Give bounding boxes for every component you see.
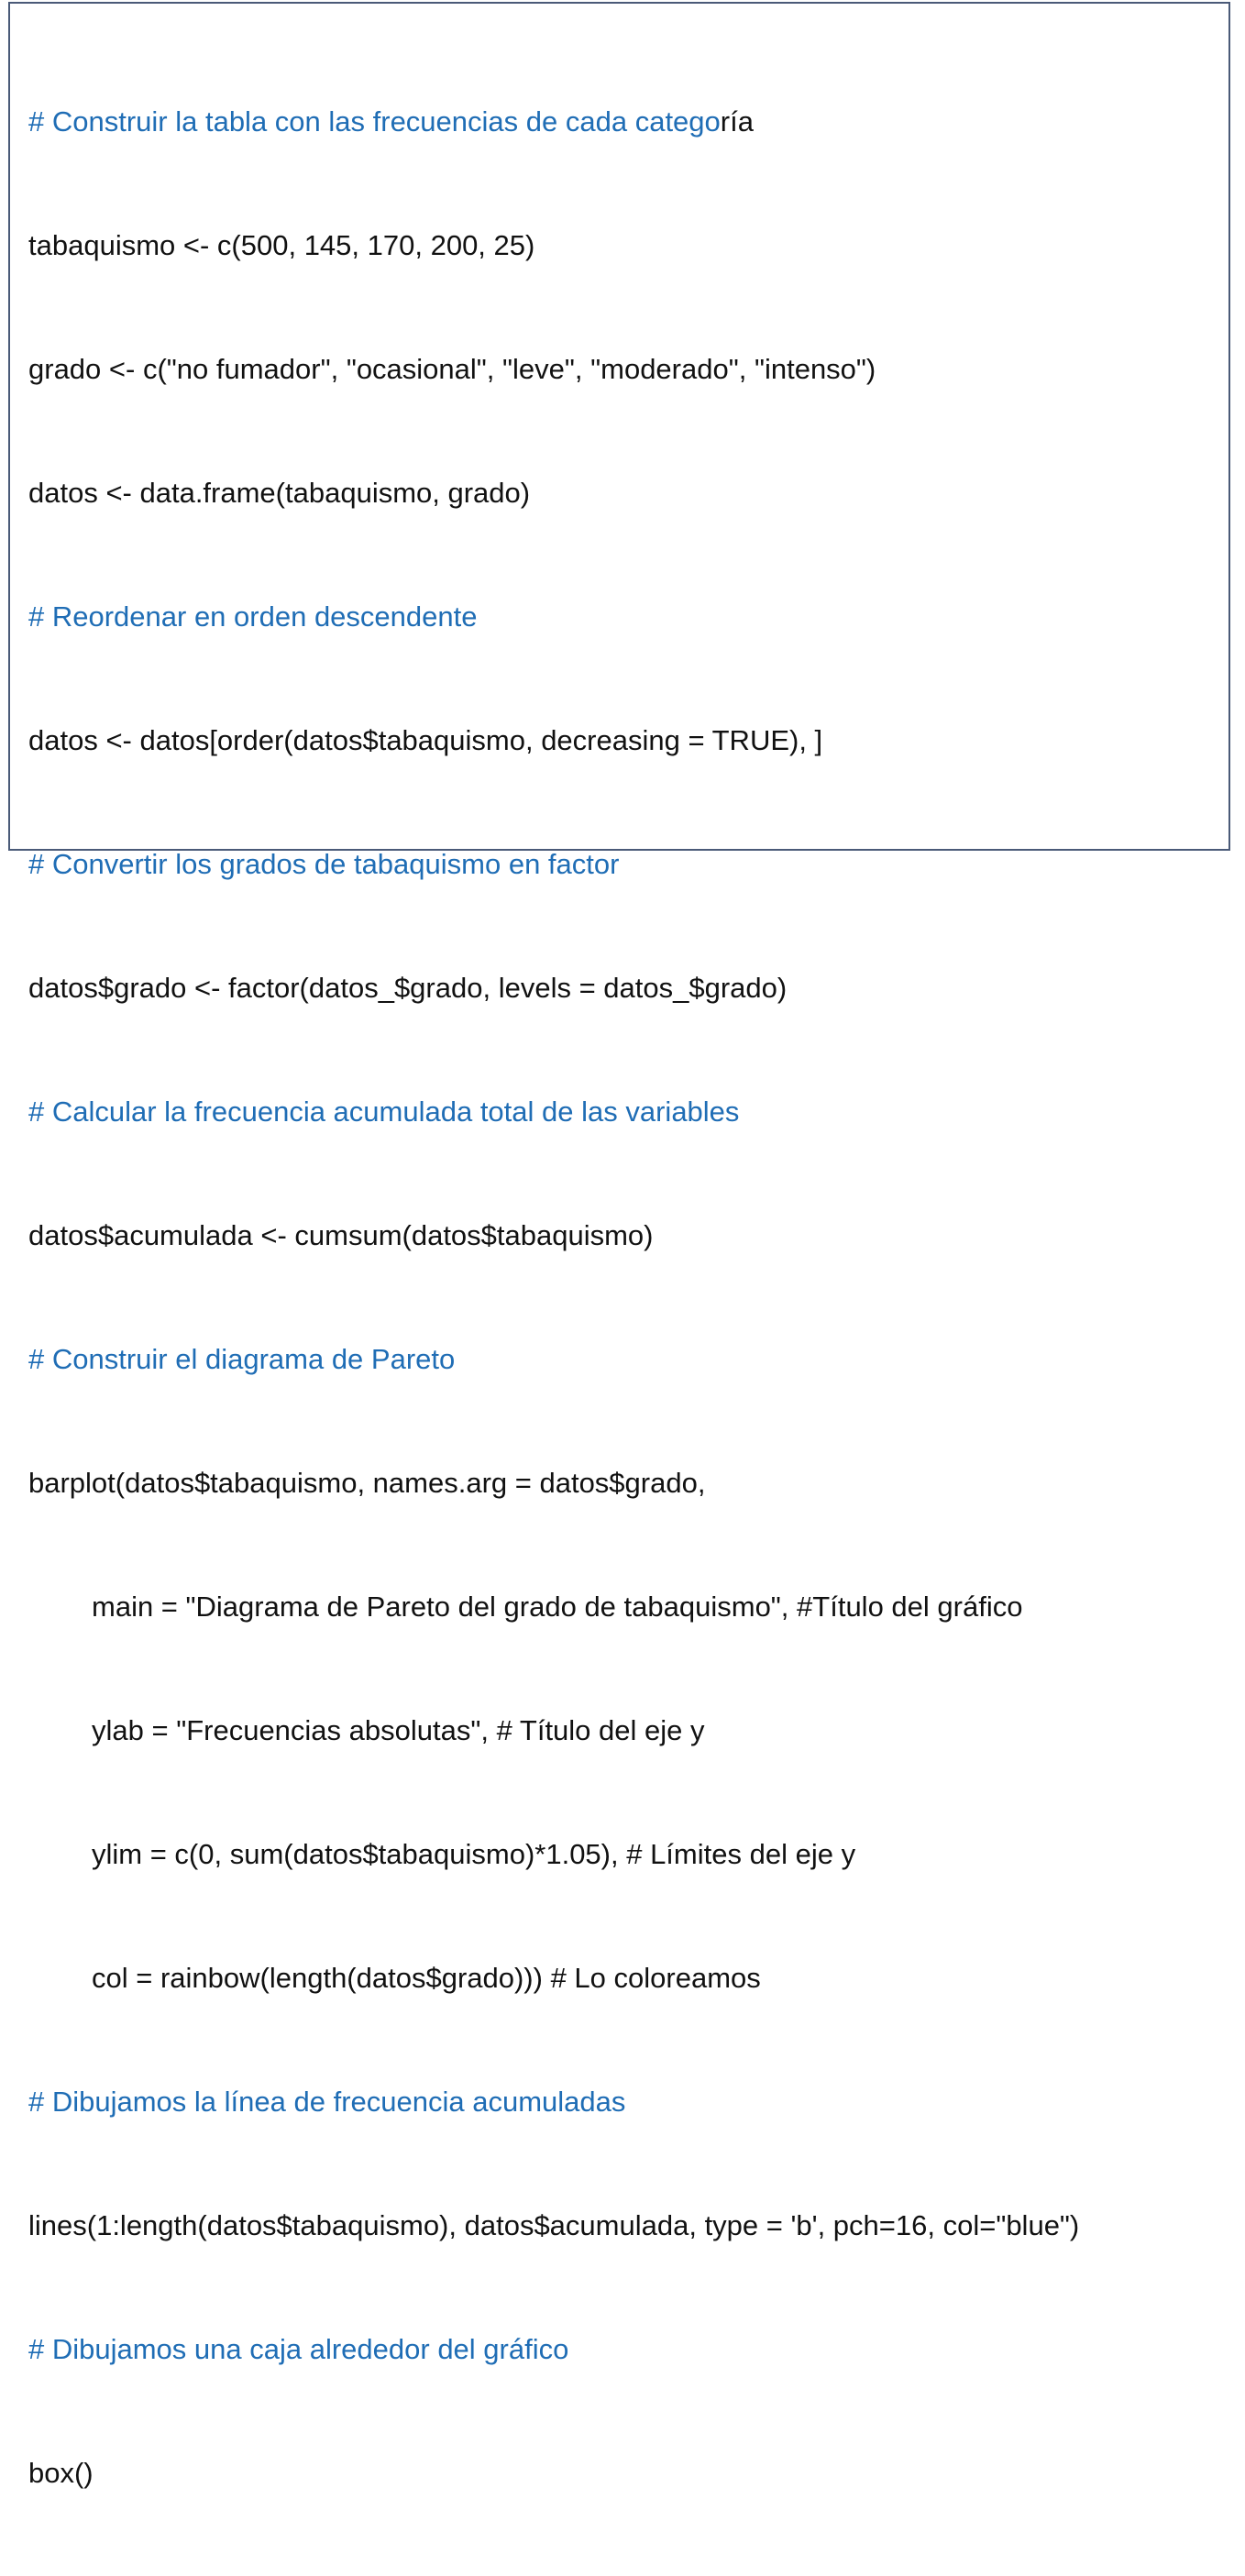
code-line-3 (28, 348, 1079, 390)
comment-text: # Dibujamos una caja alrededor del gráfico (28, 2333, 569, 2365)
code-text: grado <- c("no fumador", "ocasional", "leve", "moderado", "intenso") (28, 353, 876, 385)
code-text: datos <- datos[order(datos$tabaquismo, decreasing = TRUE), ] (28, 724, 823, 756)
code-snippet-frame (8, 2, 1230, 2489)
code-text: datos$grado <- factor(datos_$grado, levels = datos_$grado) (28, 972, 788, 1004)
code-line-1 (28, 101, 1079, 142)
code-text: datos$acumulada <- cumsum(datos$tabaquismo) (28, 1219, 654, 1251)
comment-text: # Construir el diagrama de Pareto (28, 1343, 456, 1375)
code-line-15 (28, 1833, 1079, 1875)
code-text: ylab = "Frecuencias absolutas", # Título del eje y (92, 1714, 705, 1746)
code-line-12 (28, 1462, 1079, 1503)
comment-text: # Calcular la frecuencia acumulada total de las variables (28, 1095, 740, 1128)
code-text: barplot(datos$tabaquismo, names.arg = datos$grado, (28, 1467, 706, 1499)
code-line-19 (28, 2328, 1079, 2370)
code-text: ylim = c(0, sum(datos$tabaquismo)*1.05), # Límites del eje y (92, 1838, 856, 1870)
code-line-6 (28, 720, 1079, 761)
code-line-18 (28, 2205, 1079, 2246)
code-line-7 (28, 843, 1079, 885)
comment-text: # Reordenar en orden descendente (28, 600, 478, 633)
code-text: tabaquismo <- c(500, 145, 170, 200, 25) (28, 229, 535, 261)
code-line-17 (28, 2081, 1079, 2122)
comment-text: # Construir la tabla con las frecuencias de cada catego (28, 105, 721, 138)
code-line-14 (28, 1710, 1079, 1751)
code-line-20 (28, 2452, 1079, 2493)
code-line-2 (28, 225, 1079, 266)
code-text: col = rainbow(length(datos$grado))) # Lo coloreamos (92, 1962, 761, 1994)
code-text: main = "Diagrama de Pareto del grado de tabaquismo", #Título del gráfico (92, 1591, 1023, 1623)
code-text: lines(1:length(datos$tabaquismo), datos$acumulada, type = 'b', pch=16, col="blue") (28, 2209, 1080, 2241)
code-line-11 (28, 1338, 1079, 1380)
comment-text: # Convertir los grados de tabaquismo en factor (28, 848, 620, 880)
code-text: ría (720, 105, 754, 138)
code-line-10 (28, 1215, 1079, 1256)
code-line-4 (28, 472, 1079, 513)
code-line-8 (28, 967, 1079, 1008)
code-text: datos <- data.frame(tabaquismo, grado) (28, 477, 531, 509)
code-line-16 (28, 1957, 1079, 1998)
code-line-9 (28, 1091, 1079, 1132)
code-line-5 (28, 596, 1079, 637)
code-line-13 (28, 1586, 1079, 1627)
comment-text: # Dibujamos la línea de frecuencia acumuladas (28, 2086, 626, 2118)
code-block (28, 18, 1079, 2576)
code-text: box() (28, 2457, 94, 2489)
